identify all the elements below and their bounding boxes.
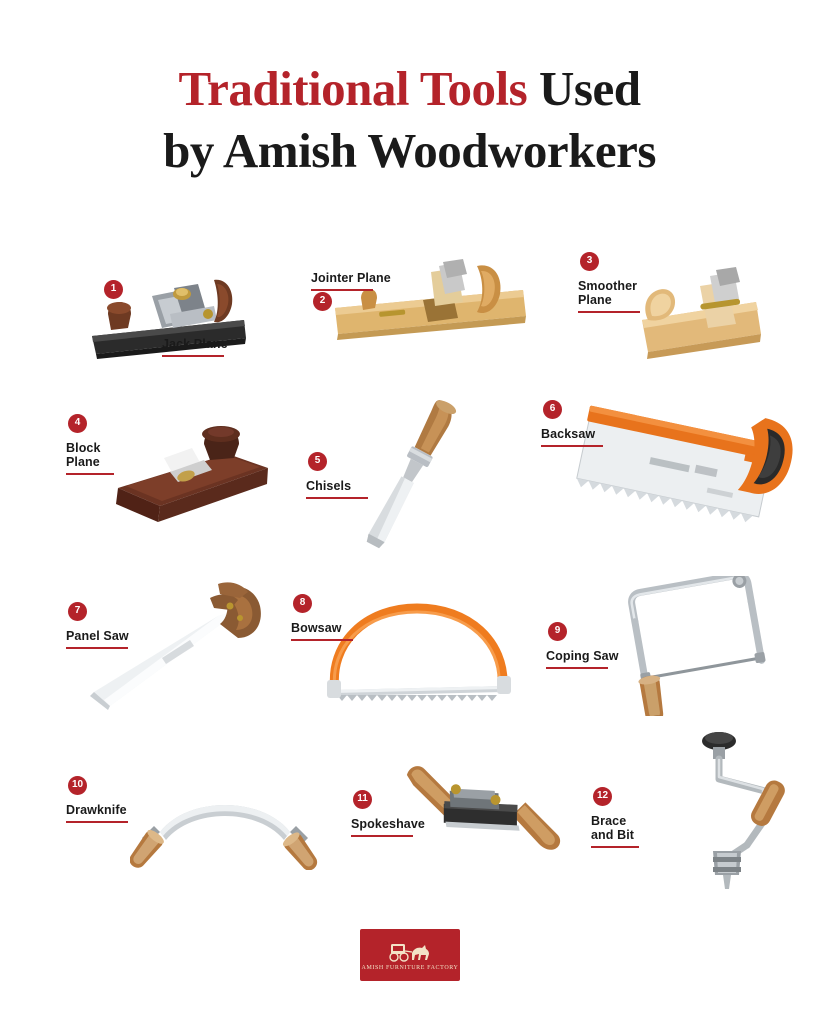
tool-label-jack-plane: [104, 278, 123, 299]
tool-badge-wrap-9: [548, 620, 567, 641]
tool-label-text-12-line2: and Bit: [591, 828, 635, 842]
tool-label-text-12-line1: Brace: [591, 814, 627, 828]
tool-badge-5: 5: [308, 452, 327, 471]
tool-caption-coping-saw: [546, 642, 619, 669]
tool-label-text-4-line1: Block: [66, 441, 101, 455]
tool-badge-6: 6: [543, 400, 562, 419]
drawknife-icon: [130, 770, 320, 870]
tool-badge-wrap-4: [68, 412, 87, 433]
tool-badge-wrap-11: [353, 788, 372, 809]
footer-logo[interactable]: [360, 929, 460, 981]
tool-label-rule-5: [306, 497, 368, 499]
tool-badge-9: 9: [548, 622, 567, 641]
coping-saw-icon: [598, 576, 788, 716]
tool-badge-wrap-2: [313, 290, 332, 311]
tool-label-text-7: Panel Saw: [66, 629, 129, 643]
tool-caption-block-plane: [66, 434, 114, 475]
tool-label-text-4-line2: Plane: [66, 455, 100, 469]
tool-item-smoother-plane: [572, 240, 802, 360]
tool-label-rule-7: [66, 647, 128, 649]
tool-badge-wrap-8: [293, 592, 312, 613]
bowsaw-icon: [313, 594, 529, 704]
tool-badge-2: 2: [313, 292, 332, 311]
title-accent-text: Traditional Tools: [178, 61, 528, 116]
tool-caption-chisels: [306, 472, 368, 499]
tool-badge-wrap-10: [68, 774, 87, 795]
tool-badge-wrap-7: [68, 600, 87, 621]
title-rest-text: Used: [527, 61, 641, 116]
tool-label-text-8: Bowsaw: [291, 621, 342, 635]
tool-caption-smoother-plane: [578, 272, 640, 313]
tool-label-text-5: Chisels: [306, 479, 352, 493]
tool-badge-4: 4: [68, 414, 87, 433]
tool-label-text-3-line2: Plane: [578, 293, 612, 307]
block-plane-icon: [108, 414, 288, 534]
tool-label-rule-2: [311, 289, 373, 291]
tool-label-rule-10: [66, 821, 128, 823]
tool-label-text-3-line1: Smoother: [578, 279, 638, 293]
tool-badge-11: 11: [353, 790, 372, 809]
tool-label-rule-3: [578, 311, 640, 313]
tool-item-jack-plane: [60, 250, 290, 370]
chisel-icon: [300, 390, 520, 550]
page-title: [0, 58, 819, 182]
horse-and-buggy-icon: [388, 939, 432, 963]
tool-badge-wrap-12: [593, 785, 612, 806]
tool-item-bowsaw: [285, 580, 535, 710]
tool-label-text-9: Coping Saw: [546, 649, 619, 663]
tool-label-text-10: Drawknife: [66, 803, 127, 817]
tool-badge-8: 8: [293, 594, 312, 613]
tool-label-rule-12: [591, 846, 639, 848]
brace-and-bit-icon: [643, 727, 803, 889]
tool-label-rule-8: [291, 639, 353, 641]
backsaw-icon: [553, 394, 793, 542]
tool-item-spokeshave: [345, 730, 575, 890]
tool-badge-7: 7: [68, 602, 87, 621]
tool-item-block-plane: [60, 400, 290, 540]
tool-caption-jack-plane: [162, 330, 228, 357]
tool-badge-10: 10: [68, 776, 87, 795]
tool-item-chisels: [300, 390, 520, 550]
tool-item-backsaw: [535, 390, 800, 550]
tool-label-text-1: Jack Plane: [162, 337, 228, 351]
tool-label-rule-4: [66, 473, 114, 475]
tool-item-coping-saw: [540, 570, 800, 720]
tool-item-drawknife: [60, 760, 320, 880]
tool-item-brace-and-bit: [585, 725, 810, 895]
tool-item-panel-saw: [60, 580, 290, 720]
title-line-2: by Amish Woodworkers: [163, 123, 656, 178]
tool-badge-3: 3: [580, 252, 599, 271]
tool-badge-wrap-5: [308, 450, 327, 471]
tool-label-text-6: Backsaw: [541, 427, 596, 441]
tool-label-rule-11: [351, 835, 413, 837]
tool-caption-backsaw: [541, 420, 603, 447]
tool-caption-drawknife: [66, 796, 128, 823]
smoother-plane-icon: [630, 258, 790, 360]
tool-item-jointer-plane: [305, 238, 555, 348]
tool-label-text-11: Spokeshave: [351, 817, 425, 831]
tool-label-rule-6: [541, 445, 603, 447]
tool-badge-1: 1: [104, 280, 123, 299]
tool-badge-wrap-6: [543, 398, 562, 419]
tool-badge-12: 12: [593, 787, 612, 806]
tool-label-rule-9: [546, 667, 608, 669]
tool-caption-bowsaw: [291, 614, 353, 641]
tool-caption-brace-and-bit: [591, 807, 639, 848]
tool-badge-wrap-3: [580, 250, 599, 271]
title-line-1: [0, 58, 819, 120]
tool-caption-panel-saw: [66, 622, 129, 649]
tool-caption-spokeshave: [351, 810, 425, 837]
footer-brand-text: AMISH FURNITURE FACTORY: [361, 965, 459, 971]
tool-caption-jointer-plane: [311, 264, 391, 291]
tool-label-rule-1: [162, 355, 224, 357]
tool-label-text-2: Jointer Plane: [311, 271, 391, 285]
